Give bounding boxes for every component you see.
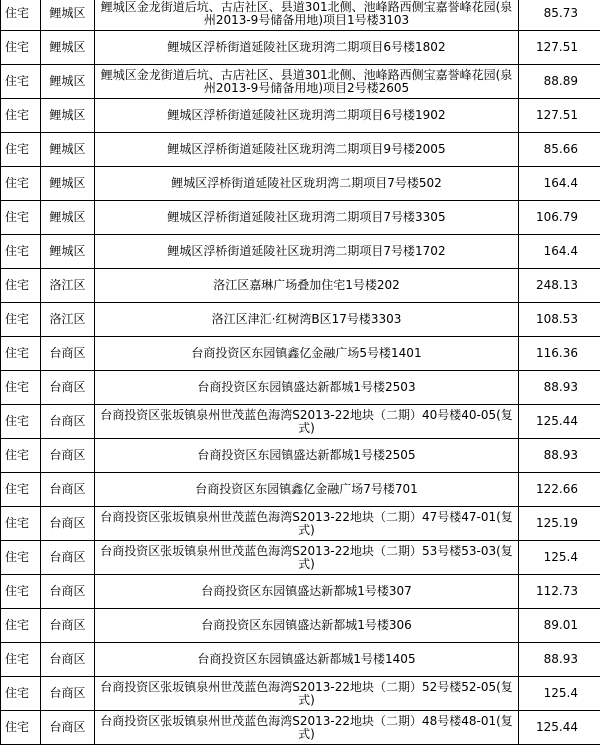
- area-cell: 248.13: [519, 269, 600, 303]
- district-cell: 鲤城区: [41, 31, 95, 65]
- property-type-cell: 住宅: [1, 711, 41, 745]
- property-type-cell: 住宅: [1, 677, 41, 711]
- table-row: [1, 371, 600, 405]
- address-cell: 台商投资区东园镇盛达新都城1号楼1405: [95, 643, 519, 677]
- table-row: [1, 575, 600, 609]
- property-type-cell: 住宅: [1, 167, 41, 201]
- table-row: [1, 643, 600, 677]
- table-row: [1, 201, 600, 235]
- area-cell: 125.44: [519, 711, 600, 745]
- property-type-cell: 住宅: [1, 31, 41, 65]
- table-row: [1, 507, 600, 541]
- property-type-cell: 住宅: [1, 439, 41, 473]
- area-cell: 89.01: [519, 609, 600, 643]
- district-cell: 台商区: [41, 405, 95, 439]
- district-cell: 鲤城区: [41, 133, 95, 167]
- district-cell: 台商区: [41, 371, 95, 405]
- district-cell: 台商区: [41, 711, 95, 745]
- district-cell: 鲤城区: [41, 235, 95, 269]
- address-cell: 鲤城区金龙街道后坑、古店社区、县道301北侧、池峰路西侧宝嘉誉峰花园(泉州2013-9号储备用地)项目2号楼2605: [95, 65, 519, 99]
- area-cell: 112.73: [519, 575, 600, 609]
- address-cell: 台商投资区东园镇盛达新都城1号楼2503: [95, 371, 519, 405]
- area-cell: 125.44: [519, 405, 600, 439]
- address-cell: 台商投资区张坂镇泉州世茂蓝色海湾S2013-22地块（二期）53号楼53-03(复式): [95, 541, 519, 575]
- table-row: [1, 167, 600, 201]
- area-cell: 125.4: [519, 677, 600, 711]
- table-row: [1, 0, 600, 31]
- address-cell: 鲤城区浮桥街道延陵社区珑玥湾二期项目7号楼1702: [95, 235, 519, 269]
- property-type-cell: 住宅: [1, 371, 41, 405]
- property-type-cell: 住宅: [1, 235, 41, 269]
- district-cell: 洛江区: [41, 269, 95, 303]
- area-cell: 108.53: [519, 303, 600, 337]
- address-cell: 鲤城区浮桥街道延陵社区珑玥湾二期项目9号楼2005: [95, 133, 519, 167]
- table-row: [1, 235, 600, 269]
- address-cell: 鲤城区金龙街道后坑、古店社区、县道301北侧、池峰路西侧宝嘉誉峰花园(泉州2013-9号储备用地)项目1号楼3103: [95, 0, 519, 31]
- table-row: [1, 269, 600, 303]
- district-cell: 台商区: [41, 575, 95, 609]
- district-cell: 台商区: [41, 609, 95, 643]
- district-cell: 台商区: [41, 473, 95, 507]
- district-cell: 台商区: [41, 677, 95, 711]
- address-cell: 台商投资区东园镇鑫亿金融广场7号楼701: [95, 473, 519, 507]
- property-type-cell: 住宅: [1, 575, 41, 609]
- table-row: [1, 303, 600, 337]
- address-cell: 洛江区嘉琳广场叠加住宅1号楼202: [95, 269, 519, 303]
- district-cell: 台商区: [41, 507, 95, 541]
- address-cell: 台商投资区东园镇盛达新都城1号楼2505: [95, 439, 519, 473]
- table-row: [1, 439, 600, 473]
- area-cell: 88.93: [519, 371, 600, 405]
- area-cell: 127.51: [519, 99, 600, 133]
- property-type-cell: 住宅: [1, 337, 41, 371]
- property-type-cell: 住宅: [1, 473, 41, 507]
- address-cell: 台商投资区东园镇盛达新都城1号楼306: [95, 609, 519, 643]
- area-cell: 122.66: [519, 473, 600, 507]
- property-type-cell: 住宅: [1, 303, 41, 337]
- property-type-cell: 住宅: [1, 0, 41, 31]
- property-type-cell: 住宅: [1, 643, 41, 677]
- address-cell: 台商投资区张坂镇泉州世茂蓝色海湾S2013-22地块（二期）48号楼48-01(复式): [95, 711, 519, 745]
- property-type-cell: 住宅: [1, 541, 41, 575]
- address-cell: 洛江区津汇·红树湾B区17号楼3303: [95, 303, 519, 337]
- property-type-cell: 住宅: [1, 201, 41, 235]
- address-cell: 鲤城区浮桥街道延陵社区珑玥湾二期项目7号楼502: [95, 167, 519, 201]
- property-type-cell: 住宅: [1, 609, 41, 643]
- district-cell: 台商区: [41, 337, 95, 371]
- address-cell: 台商投资区张坂镇泉州世茂蓝色海湾S2013-22地块（二期）40号楼40-05(复式): [95, 405, 519, 439]
- address-cell: 鲤城区浮桥街道延陵社区珑玥湾二期项目7号楼3305: [95, 201, 519, 235]
- table-row: [1, 609, 600, 643]
- table-row: [1, 677, 600, 711]
- table-row: [1, 99, 600, 133]
- district-cell: 鲤城区: [41, 99, 95, 133]
- address-cell: 台商投资区张坂镇泉州世茂蓝色海湾S2013-22地块（二期）47号楼47-01(复式): [95, 507, 519, 541]
- area-cell: 85.66: [519, 133, 600, 167]
- table-row: [1, 405, 600, 439]
- property-table-body: [1, 0, 600, 745]
- area-cell: 164.4: [519, 167, 600, 201]
- property-type-cell: 住宅: [1, 99, 41, 133]
- area-cell: 116.36: [519, 337, 600, 371]
- area-cell: 85.73: [519, 0, 600, 31]
- table-row: [1, 473, 600, 507]
- area-cell: 164.4: [519, 235, 600, 269]
- district-cell: 台商区: [41, 643, 95, 677]
- table-row: [1, 65, 600, 99]
- district-cell: 鲤城区: [41, 65, 95, 99]
- address-cell: 台商投资区东园镇鑫亿金融广场5号楼1401: [95, 337, 519, 371]
- district-cell: 洛江区: [41, 303, 95, 337]
- property-type-cell: 住宅: [1, 65, 41, 99]
- table-row: [1, 337, 600, 371]
- address-cell: 台商投资区张坂镇泉州世茂蓝色海湾S2013-22地块（二期）52号楼52-05(复式): [95, 677, 519, 711]
- property-type-cell: 住宅: [1, 133, 41, 167]
- district-cell: 台商区: [41, 541, 95, 575]
- table-row: [1, 711, 600, 745]
- address-cell: 台商投资区东园镇盛达新都城1号楼307: [95, 575, 519, 609]
- address-cell: 鲤城区浮桥街道延陵社区珑玥湾二期项目6号楼1902: [95, 99, 519, 133]
- area-cell: 127.51: [519, 31, 600, 65]
- area-cell: 125.19: [519, 507, 600, 541]
- district-cell: 鲤城区: [41, 167, 95, 201]
- area-cell: 88.89: [519, 65, 600, 99]
- property-type-cell: 住宅: [1, 269, 41, 303]
- area-cell: 88.93: [519, 643, 600, 677]
- property-type-cell: 住宅: [1, 507, 41, 541]
- district-cell: 鲤城区: [41, 0, 95, 31]
- area-cell: 106.79: [519, 201, 600, 235]
- address-cell: 鲤城区浮桥街道延陵社区珑玥湾二期项目6号楼1802: [95, 31, 519, 65]
- area-cell: 125.4: [519, 541, 600, 575]
- area-cell: 88.93: [519, 439, 600, 473]
- property-type-cell: 住宅: [1, 405, 41, 439]
- district-cell: 鲤城区: [41, 201, 95, 235]
- district-cell: 台商区: [41, 439, 95, 473]
- table-row: [1, 541, 600, 575]
- table-row: [1, 31, 600, 65]
- table-row: [1, 133, 600, 167]
